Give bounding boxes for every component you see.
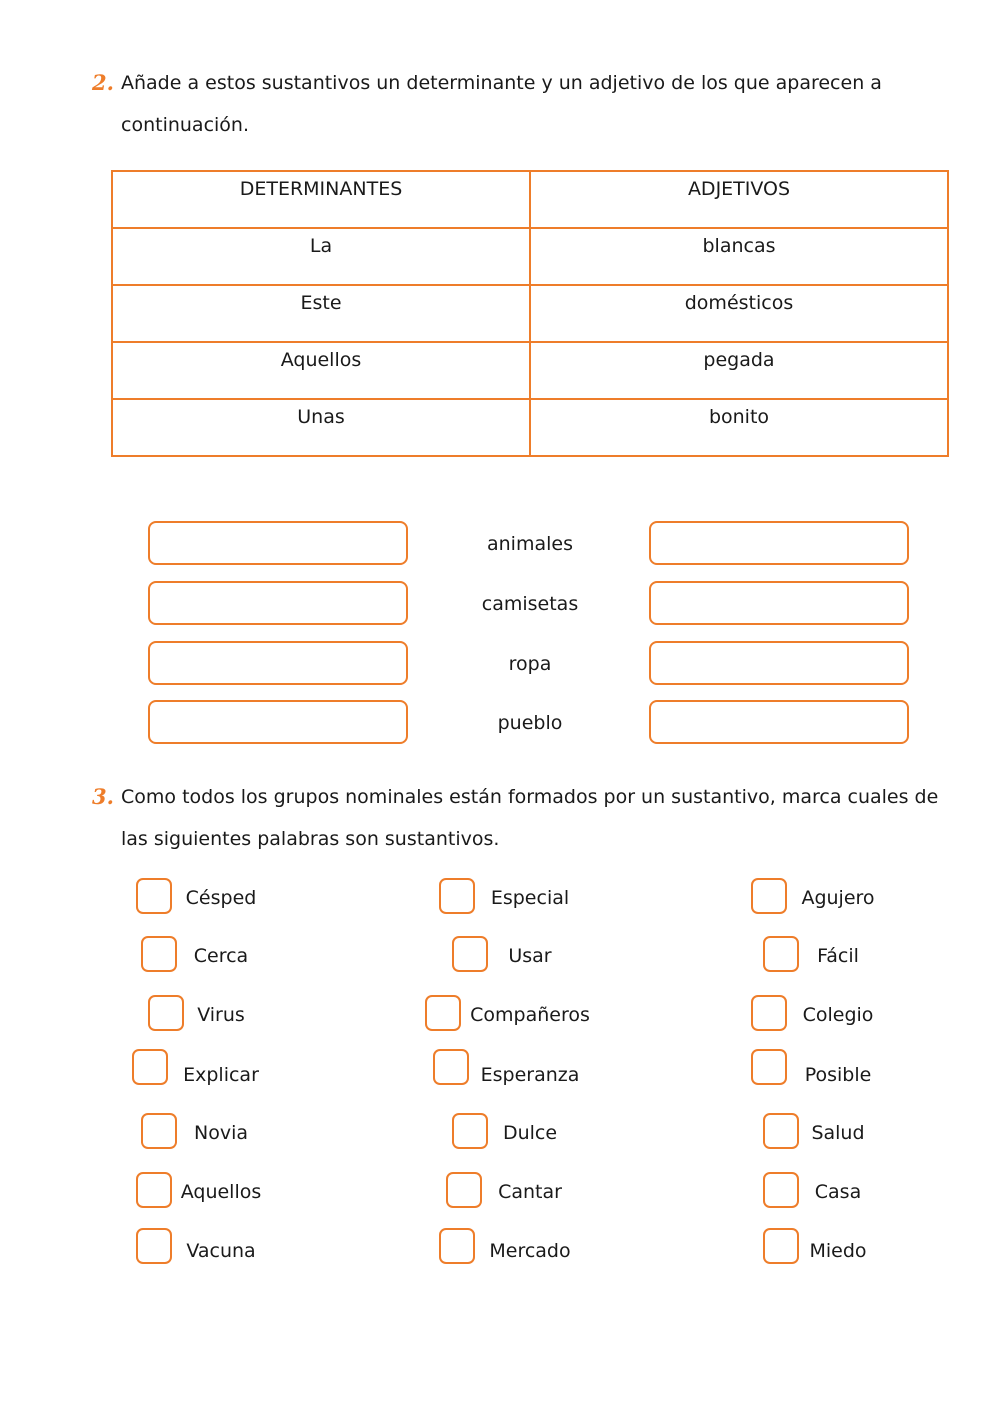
table-row xyxy=(112,285,948,342)
question-3-number: 3. xyxy=(92,784,114,809)
table-header-determinantes: DETERMINANTES xyxy=(112,171,530,228)
checklist-label: Aquellos xyxy=(180,1181,262,1203)
checklist-label: Césped xyxy=(185,887,257,909)
checklist-label: Miedo xyxy=(809,1240,867,1262)
checklist-label: Mercado xyxy=(489,1240,571,1262)
checklist-label: Salud xyxy=(811,1122,865,1144)
noun-row-pueblo xyxy=(0,700,1000,748)
checklist-label: Usar xyxy=(508,945,552,967)
noun-label: animales xyxy=(487,533,573,555)
checklist-label: Esperanza xyxy=(480,1064,580,1086)
table-cell-adjetivo: blancas xyxy=(530,228,948,285)
question-3-text: Como todos los grupos nominales están formados por un sustantivo, marca cuales de las siguientes palabras son sustantivos. xyxy=(121,786,939,850)
checklist-label: Colegio xyxy=(802,1004,874,1026)
table-cell-adjetivo: bonito xyxy=(530,399,948,456)
adjetivo-input[interactable] xyxy=(649,700,909,744)
table-header-adjetivos: ADJETIVOS xyxy=(530,171,948,228)
determinante-input[interactable] xyxy=(148,700,408,744)
checklist-label: Casa xyxy=(814,1181,862,1203)
determinante-input[interactable] xyxy=(148,641,408,685)
table-cell-determinante: Aquellos xyxy=(112,342,530,399)
checklist-label: Explicar xyxy=(183,1064,259,1086)
noun-row-camisetas xyxy=(0,581,1000,629)
adjetivo-input[interactable] xyxy=(649,581,909,625)
table-row xyxy=(112,228,948,285)
determinante-input[interactable] xyxy=(148,521,408,565)
table-row xyxy=(112,342,948,399)
table-cell-adjetivo: domésticos xyxy=(530,285,948,342)
table-header-row xyxy=(112,171,948,228)
table-row xyxy=(112,399,948,456)
checklist-label: Agujero xyxy=(801,887,875,909)
checklist-label: Cantar xyxy=(498,1181,562,1203)
checklist-label: Cerca xyxy=(193,945,249,967)
question-2-number: 2. xyxy=(92,70,114,95)
table-cell-determinante: Este xyxy=(112,285,530,342)
checklist-label: Especial xyxy=(490,887,570,909)
question-2-heading xyxy=(92,62,952,146)
checklist-label: Compañeros xyxy=(470,1004,590,1026)
table-cell-determinante: La xyxy=(112,228,530,285)
checklist-label: Posible xyxy=(804,1064,872,1086)
adjetivo-input[interactable] xyxy=(649,521,909,565)
word-bank-table xyxy=(111,170,949,457)
question-2-text: Añade a estos sustantivos un determinante y un adjetivo de los que aparecen a continuación. xyxy=(121,72,882,136)
noun-row-animales xyxy=(0,521,1000,569)
checklist-label: Virus xyxy=(197,1004,245,1026)
determinante-input[interactable] xyxy=(148,581,408,625)
table-cell-determinante: Unas xyxy=(112,399,530,456)
checklist-label: Fácil xyxy=(817,945,859,967)
noun-row-ropa xyxy=(0,641,1000,689)
question-3-heading xyxy=(92,776,952,860)
adjetivo-input[interactable] xyxy=(649,641,909,685)
checklist-label: Vacuna xyxy=(186,1240,256,1262)
noun-label: ropa xyxy=(508,653,552,675)
checklist-label: Novia xyxy=(193,1122,248,1144)
noun-label: pueblo xyxy=(497,712,563,734)
table-cell-adjetivo: pegada xyxy=(530,342,948,399)
checklist-label: Dulce xyxy=(502,1122,558,1144)
noun-label: camisetas xyxy=(481,593,579,615)
